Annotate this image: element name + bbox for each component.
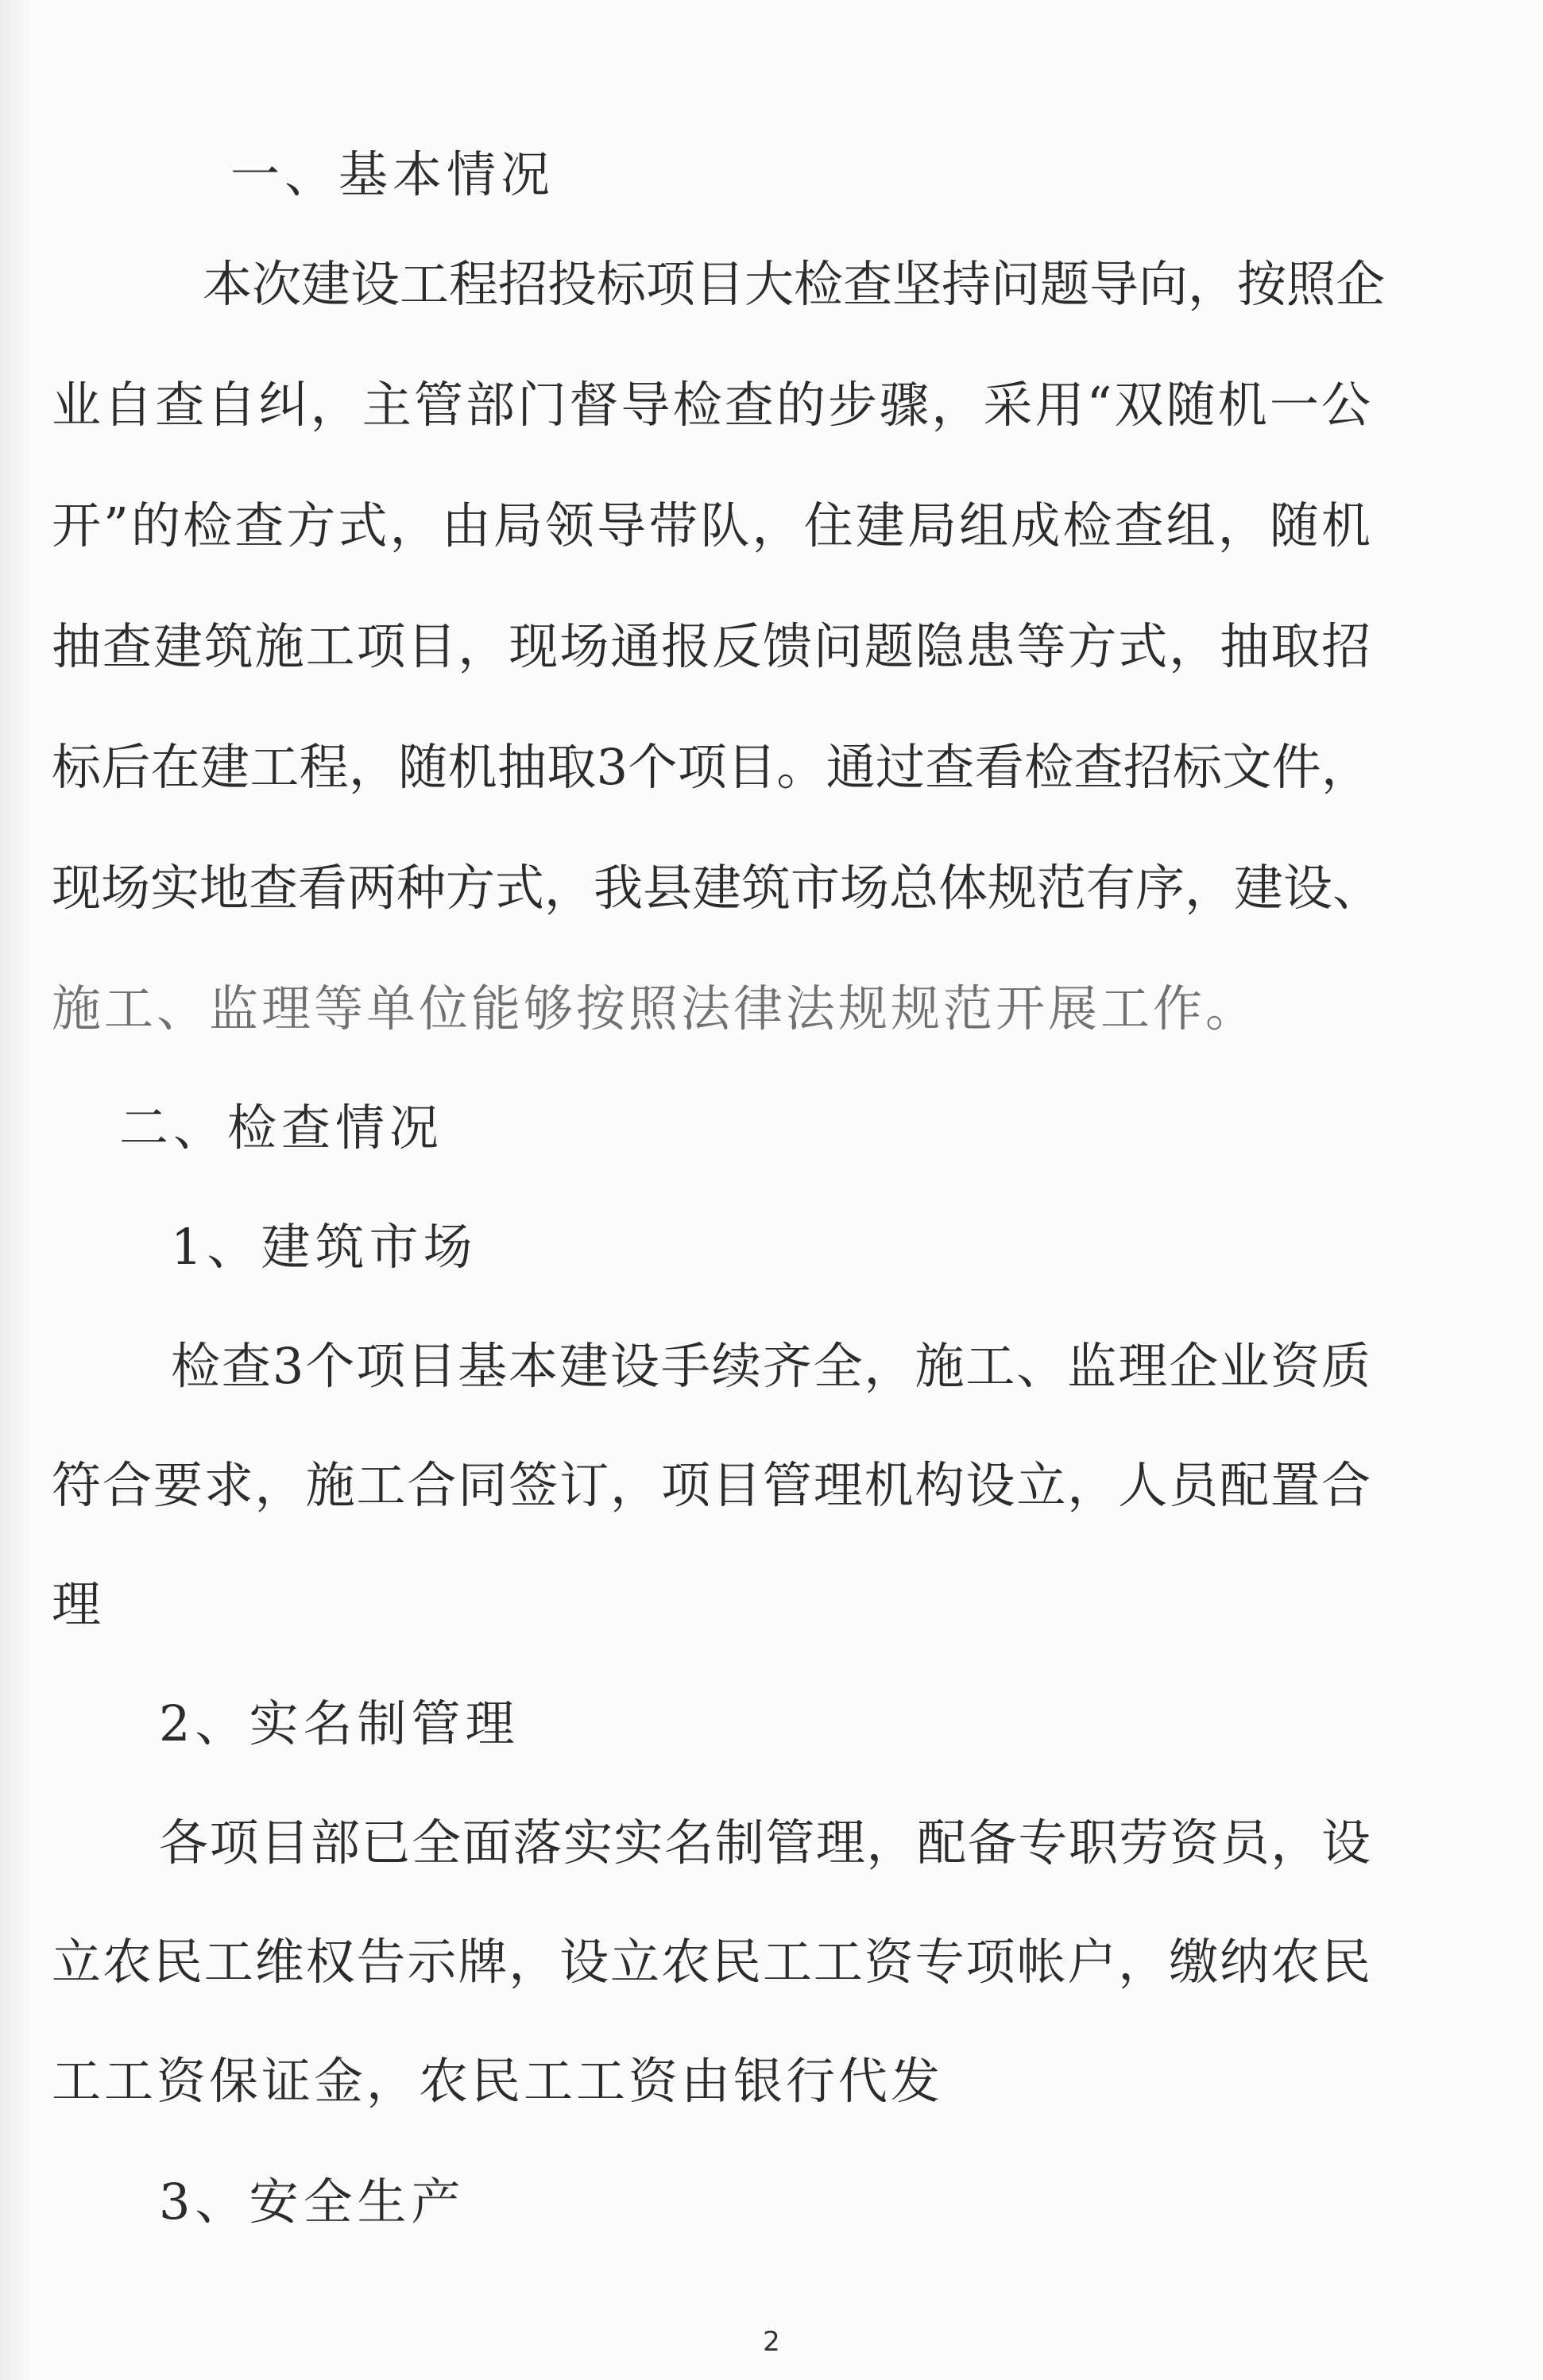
sub2-line-1: 各项目部已全面落实实名制管理，配备专职劳资员，设 [159,1814,1371,1872]
sub2-heading: 2、实名制管理 [159,1694,520,1752]
section1-heading: 一、基本情况 [230,145,555,203]
scan-shadow [0,0,32,2380]
section1-line-5: 标后在建工程，随机抽取3个项目。通过查看检查招标文件， [52,738,1371,796]
section1-line-7: 施工、监理等单位能够按照法律法规规范开展工作。 [52,979,1259,1037]
section1-line-4: 抽查建筑施工项目，现场通报反馈问题隐患等方式，抽取招 [52,617,1371,675]
sub1-line-3: 理 [52,1575,105,1633]
section1-line-3: 开”的检查方式，由局领导带队，住建局组成检查组，随机 [52,496,1371,554]
sub3-heading: 3、安全生产 [159,2173,466,2231]
section1-line-6: 现场实地查看两种方式，我县建筑市场总体规范有序，建设、 [52,859,1383,917]
section1-line-2: 业自查自纠，主管部门督导检查的步骤，采用“双随机一公 [52,376,1371,434]
sub2-line-2: 立农民工维权告示牌，设立农民工工资专项帐户，缴纳农民 [52,1933,1371,1991]
sub2-line-3: 工工资保证金，农民工工资由银行代发 [52,2052,944,2110]
sub1-line-1: 检查3个项目基本建设手续齐全，施工、监理企业资质 [171,1337,1371,1395]
sub1-heading: 1、建筑市场 [171,1218,478,1276]
section2-heading: 二、检查情况 [119,1099,444,1157]
page-number: 2 [763,2326,780,2358]
section1-line-1: 本次建设工程招投标项目大检查坚持问题导向，按照企 [203,255,1386,313]
sub1-line-2: 符合要求，施工合同签订，项目管理机构设立，人员配置合 [52,1456,1371,1514]
